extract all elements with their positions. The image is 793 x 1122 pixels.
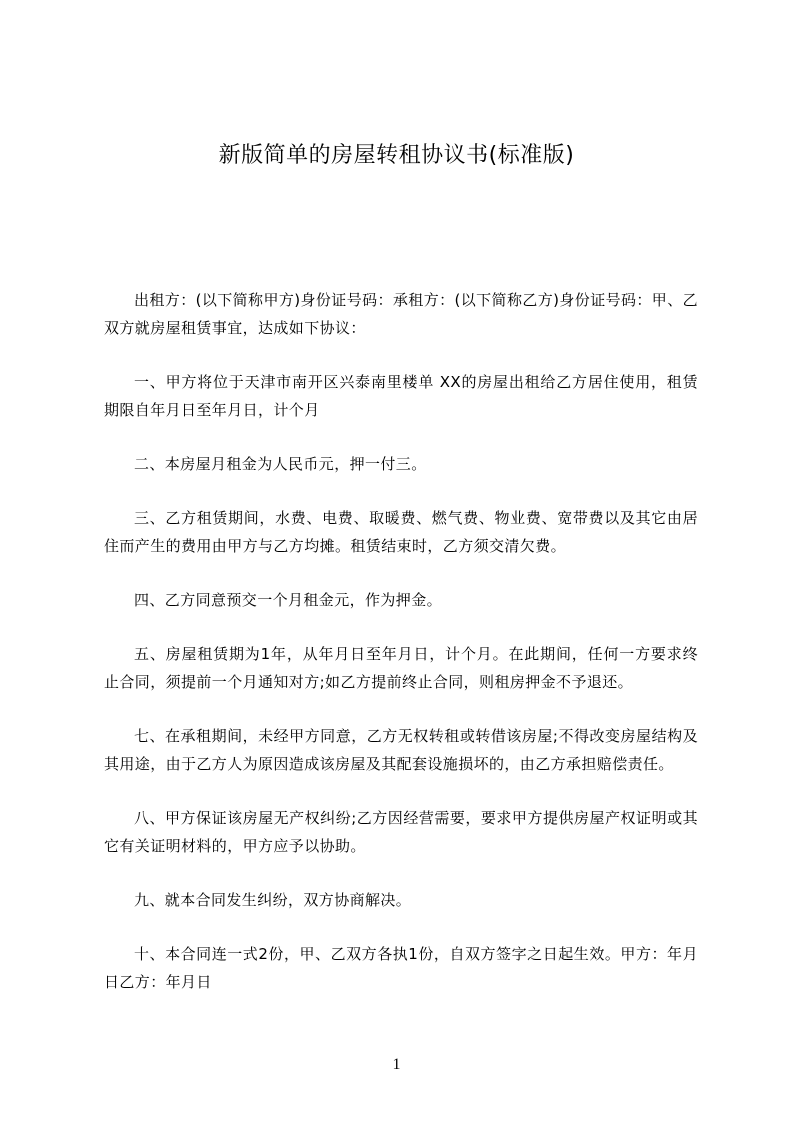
paragraph-clause-3: 三、乙方租赁期间，水费、电费、取暖费、燃气费、物业费、宽带费以及其它由居住而产生的费用由甲方与乙方均摊。租赁结束时，乙方须交清欠费。 — [104, 509, 698, 555]
document-title: 新版简单的房屋转租协议书(标准版) — [218, 143, 575, 168]
paragraph-clause-9: 九、就本合同发生纠纷，双方协商解决。 — [134, 891, 412, 909]
paragraph-gap — [104, 614, 698, 640]
paragraph-clause-7: 七、在承租期间，未经甲方同意，乙方无权转租或转借该房屋;不得改变房屋结构及其用途，由于乙方人为原因造成该房屋及其配套设施损坏的，由乙方承担赔偿责任。 — [104, 727, 698, 773]
paragraph-parties: 出租方：(以下简称甲方)身份证号码：承租方：(以下简称乙方)身份证号码：甲、乙双方就房屋租赁事宜，达成如下协议： — [104, 291, 699, 337]
paragraph-clause-5: 五、房屋租赁期为1年，从年月日至年月日，计个月。在此期间，任何一方要求终止合同，须提前一个月通知对方;如乙方提前终止合同，则租房押金不予退还。 — [104, 645, 698, 691]
paragraph-gap — [104, 778, 698, 804]
paragraph-gap — [104, 560, 698, 586]
paragraph-gap — [104, 342, 698, 368]
paragraph-gap — [104, 424, 698, 450]
paragraph-clause-2: 二、本房屋月租金为人民币元，押一付三。 — [134, 455, 427, 473]
page-number: 1 — [392, 1056, 401, 1073]
paragraph-gap — [104, 860, 698, 886]
document-body — [104, 286, 698, 996]
paragraph-clause-1: 一、甲方将位于天津市南开区兴泰南里楼单 XX的房屋出租给乙方居住使用，租赁期限自年月日至年月日，计个月 — [104, 373, 698, 419]
paragraph-clause-8: 八、甲方保证该房屋无产权纠纷;乙方因经营需要，要求甲方提供房屋产权证明或其它有关证明材料的，甲方应予以协助。 — [104, 809, 698, 855]
paragraph-gap — [104, 696, 698, 722]
paragraph-clause-4: 四、乙方同意预交一个月租金元，作为押金。 — [134, 591, 443, 609]
paragraph-gap — [104, 914, 698, 940]
paragraph-clause-10: 十、本合同连一式2份，甲、乙双方各执1份，自双方签字之日起生效。甲方：年月日乙方：年月日 — [104, 945, 698, 991]
paragraph-gap — [104, 478, 698, 504]
